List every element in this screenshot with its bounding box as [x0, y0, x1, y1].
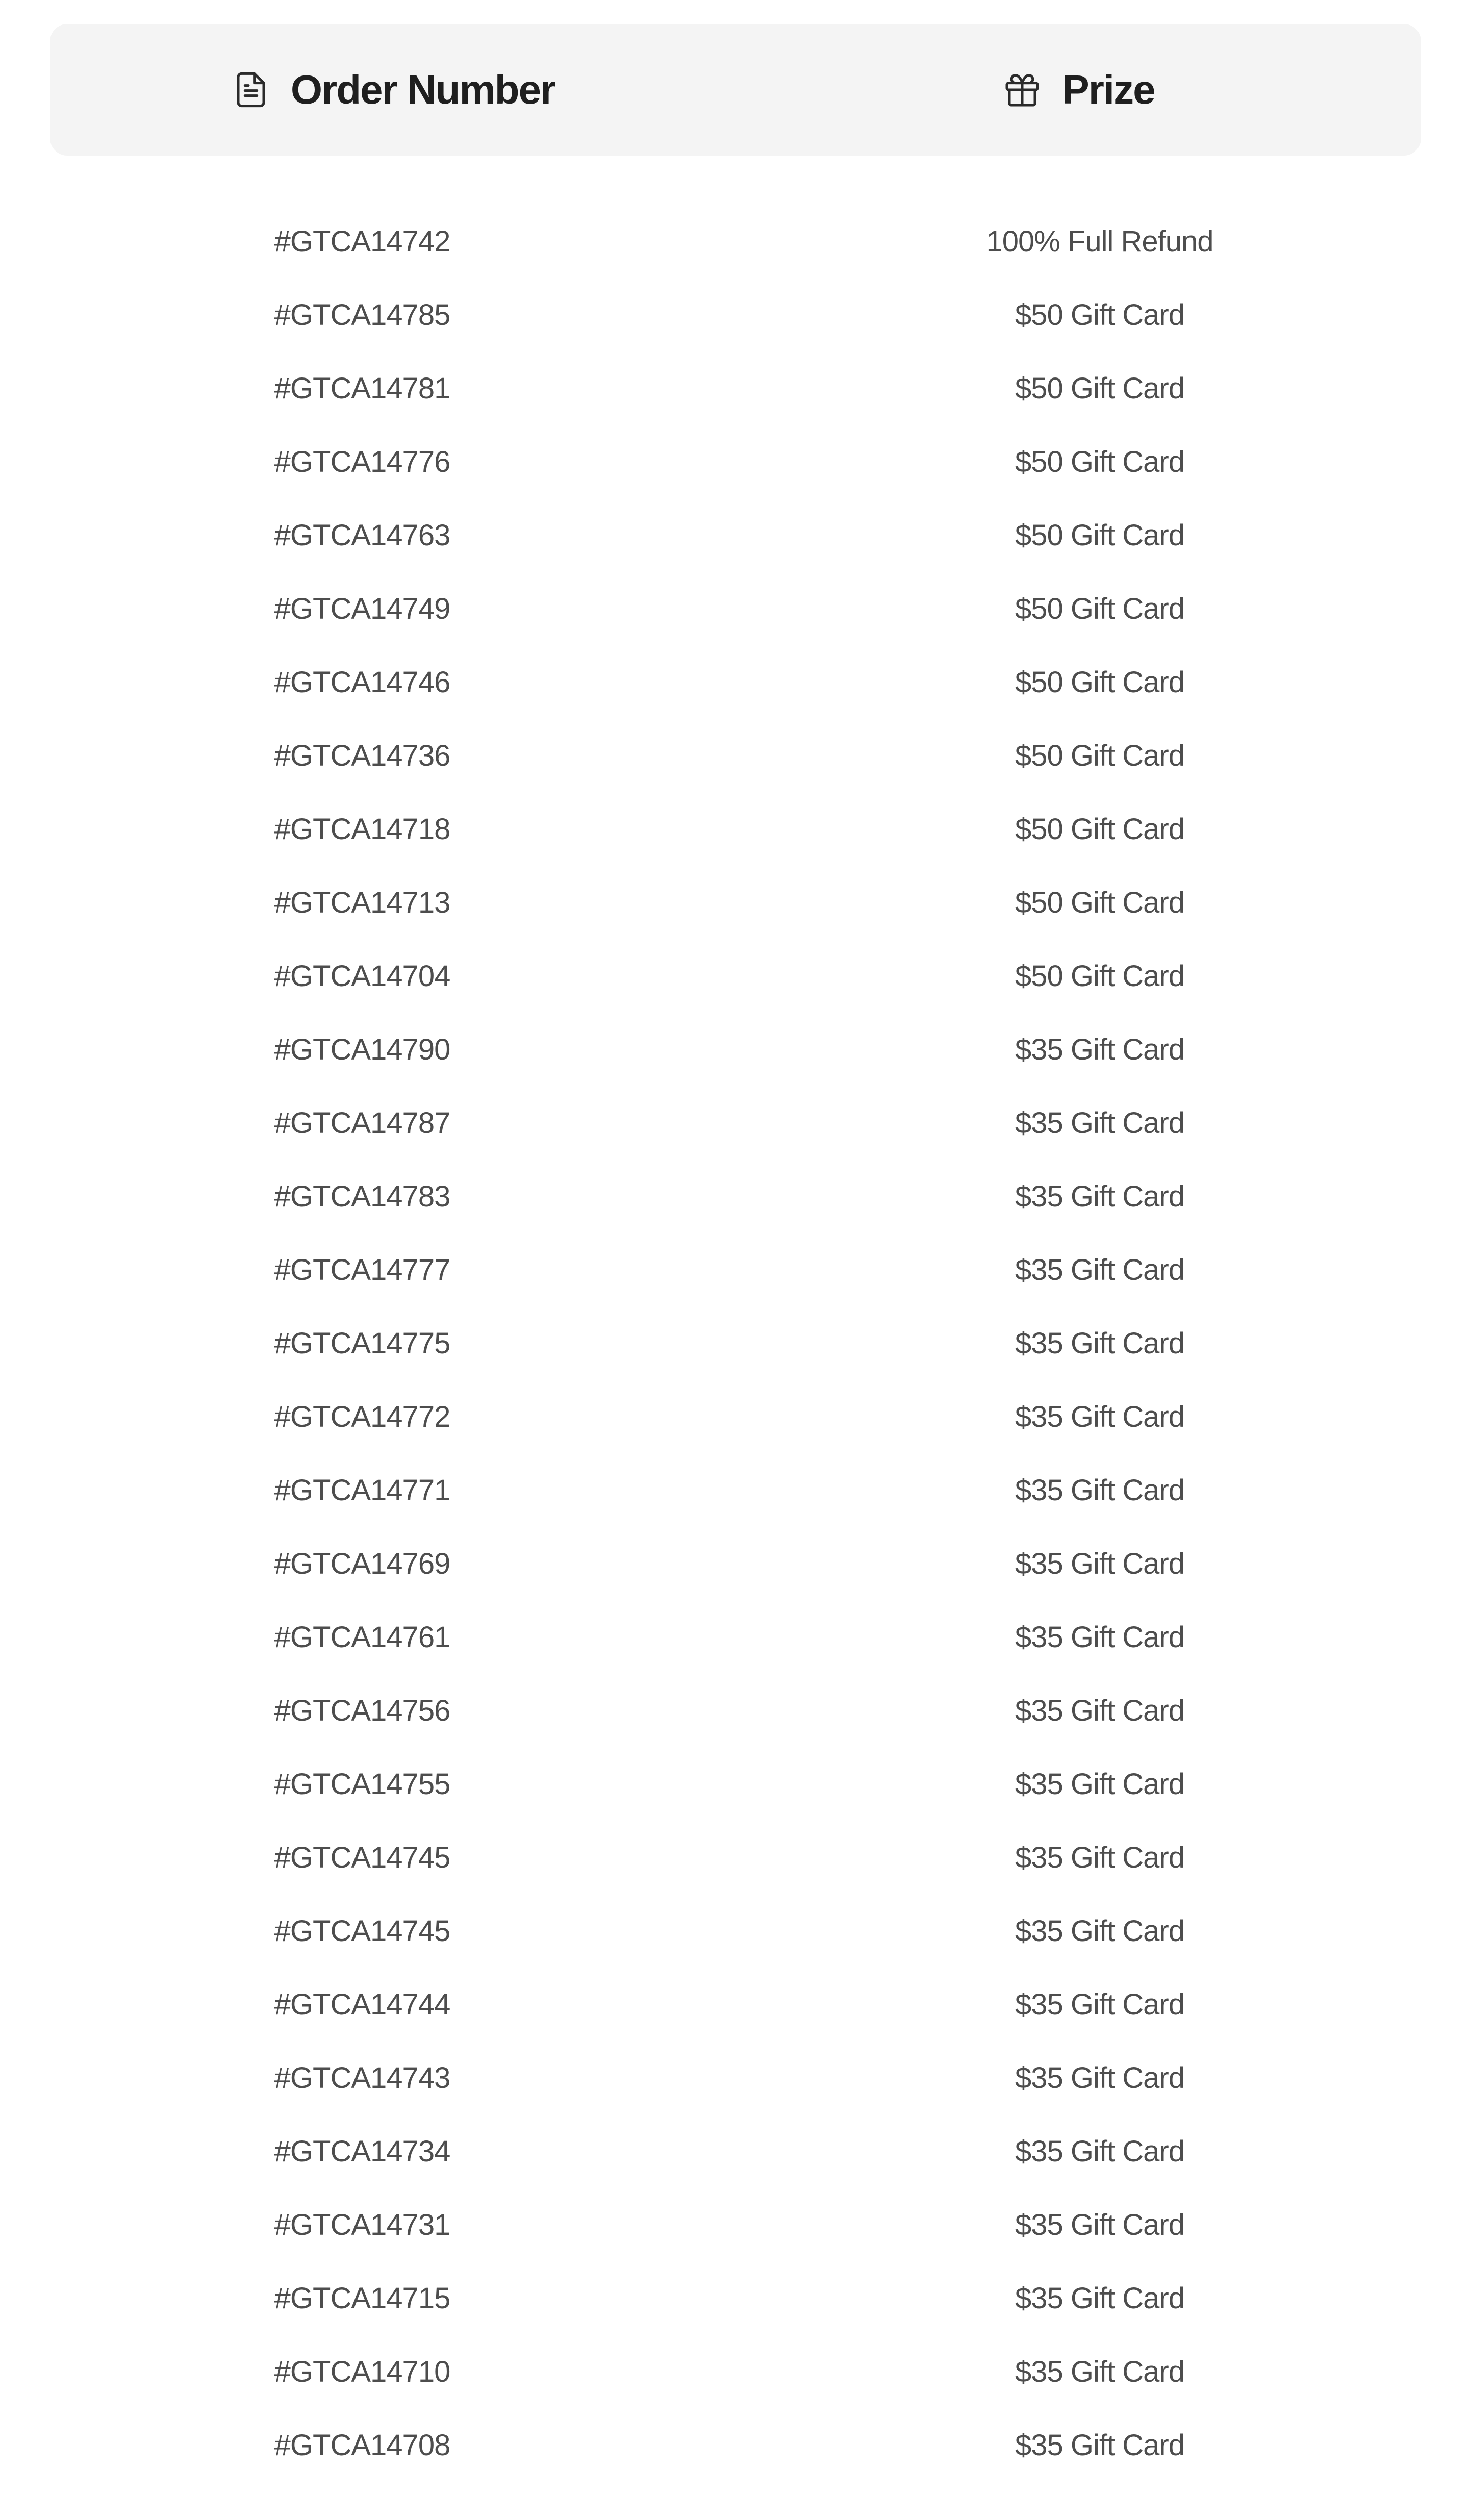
- table-row: [50, 1674, 1421, 1747]
- prize-cell: $50 Gift Card: [1015, 298, 1184, 332]
- table-header: [50, 24, 1421, 156]
- order-number-cell: #GTCA14785: [274, 298, 450, 332]
- prize-cell: $50 Gift Card: [1015, 518, 1184, 552]
- table-row: [50, 1233, 1421, 1306]
- order-number-cell: #GTCA14734: [274, 2134, 450, 2168]
- table-row: [50, 1527, 1421, 1600]
- prize-cell: $35 Gift Card: [1015, 1987, 1184, 2021]
- table-row: [50, 1306, 1421, 1380]
- order-number-cell: #GTCA14755: [274, 1767, 450, 1801]
- prize-cell: $50 Gift Card: [1015, 371, 1184, 405]
- table-row: [50, 645, 1421, 719]
- order-number-cell: #GTCA14708: [274, 2428, 450, 2462]
- order-number-cell: #GTCA14776: [274, 445, 450, 478]
- table-row: [50, 939, 1421, 1013]
- order-number-cell: #GTCA14769: [274, 1547, 450, 1580]
- order-number-cell: #GTCA14745: [274, 1841, 450, 1874]
- prize-cell: $35 Gift Card: [1015, 2428, 1184, 2462]
- prize-cell: $35 Gift Card: [1015, 1620, 1184, 1654]
- prize-cell: $50 Gift Card: [1015, 445, 1184, 478]
- prize-cell: $50 Gift Card: [1015, 739, 1184, 772]
- prize-cell: $35 Gift Card: [1015, 1694, 1184, 1727]
- order-number-cell: #GTCA14718: [274, 812, 450, 846]
- winners-table: [50, 24, 1421, 2482]
- prize-cell: $35 Gift Card: [1015, 1106, 1184, 1140]
- table-row: [50, 425, 1421, 498]
- prize-cell: $35 Gift Card: [1015, 2281, 1184, 2315]
- table-row: [50, 1968, 1421, 2041]
- table-row: [50, 2114, 1421, 2188]
- prize-header-label: Prize: [1062, 67, 1155, 112]
- table-row: [50, 2188, 1421, 2261]
- prize-cell: $35 Gift Card: [1015, 1914, 1184, 1948]
- prize-cell: $35 Gift Card: [1015, 1400, 1184, 1433]
- table-row: [50, 2335, 1421, 2408]
- table-row: [50, 205, 1421, 278]
- table-row: [50, 572, 1421, 645]
- order-number-cell: #GTCA14742: [274, 224, 450, 258]
- order-number-cell: #GTCA14715: [274, 2281, 450, 2315]
- table-row: [50, 719, 1421, 792]
- table-row: [50, 1821, 1421, 1894]
- order-number-cell: #GTCA14781: [274, 371, 450, 405]
- prize-cell: $35 Gift Card: [1015, 1326, 1184, 1360]
- order-number-cell: #GTCA14790: [274, 1032, 450, 1066]
- prize-cell: 100% Full Refund: [986, 224, 1213, 258]
- order-number-cell: #GTCA14736: [274, 739, 450, 772]
- order-number-cell: #GTCA14710: [274, 2355, 450, 2388]
- order-number-cell: #GTCA14772: [274, 1400, 450, 1433]
- table-row: [50, 866, 1421, 939]
- table-row: [50, 498, 1421, 572]
- table-row: [50, 1894, 1421, 1968]
- prize-cell: $50 Gift Card: [1015, 959, 1184, 993]
- prize-cell: $35 Gift Card: [1015, 1179, 1184, 1213]
- prize-cell: $35 Gift Card: [1015, 2061, 1184, 2095]
- table-row: [50, 1747, 1421, 1821]
- order-number-cell: #GTCA14777: [274, 1253, 450, 1287]
- order-number-cell: #GTCA14763: [274, 518, 450, 552]
- order-number-column-header: [50, 66, 736, 113]
- prize-cell: $35 Gift Card: [1015, 2355, 1184, 2388]
- order-number-cell: #GTCA14704: [274, 959, 450, 993]
- prize-cell: $50 Gift Card: [1015, 886, 1184, 919]
- order-number-cell: #GTCA14775: [274, 1326, 450, 1360]
- prize-cell: $35 Gift Card: [1015, 1253, 1184, 1287]
- prize-cell: $35 Gift Card: [1015, 1767, 1184, 1801]
- order-number-cell: #GTCA14761: [274, 1620, 450, 1654]
- table-row: [50, 1600, 1421, 1674]
- table-row: [50, 1160, 1421, 1233]
- document-icon: [231, 69, 271, 110]
- prize-cell: $35 Gift Card: [1015, 1473, 1184, 1507]
- table-row: [50, 1380, 1421, 1453]
- order-number-cell: #GTCA14787: [274, 1106, 450, 1140]
- prize-column-header: [736, 66, 1421, 113]
- order-number-cell: #GTCA14745: [274, 1914, 450, 1948]
- order-number-cell: #GTCA14731: [274, 2208, 450, 2241]
- table-row: [50, 1453, 1421, 1527]
- order-number-cell: #GTCA14749: [274, 592, 450, 625]
- prize-cell: $35 Gift Card: [1015, 1841, 1184, 1874]
- order-number-cell: #GTCA14746: [274, 665, 450, 699]
- table-row: [50, 2261, 1421, 2335]
- order-number-cell: #GTCA14743: [274, 2061, 450, 2095]
- prize-cell: $35 Gift Card: [1015, 1547, 1184, 1580]
- table-body: [50, 156, 1421, 2482]
- prize-cell: $35 Gift Card: [1015, 2134, 1184, 2168]
- prize-cell: $50 Gift Card: [1015, 592, 1184, 625]
- order-number-cell: #GTCA14783: [274, 1179, 450, 1213]
- table-row: [50, 351, 1421, 425]
- table-row: [50, 2408, 1421, 2482]
- table-row: [50, 2041, 1421, 2114]
- gift-icon: [1002, 69, 1043, 110]
- prize-cell: $50 Gift Card: [1015, 665, 1184, 699]
- table-row: [50, 792, 1421, 866]
- order-number-cell: #GTCA14756: [274, 1694, 450, 1727]
- order-number-cell: #GTCA14744: [274, 1987, 450, 2021]
- prize-cell: $50 Gift Card: [1015, 812, 1184, 846]
- order-number-cell: #GTCA14771: [274, 1473, 450, 1507]
- order-number-header-label: Order Number: [290, 67, 555, 112]
- table-row: [50, 1086, 1421, 1160]
- table-row: [50, 1013, 1421, 1086]
- order-number-cell: #GTCA14713: [274, 886, 450, 919]
- prize-cell: $35 Gift Card: [1015, 1032, 1184, 1066]
- prize-cell: $35 Gift Card: [1015, 2208, 1184, 2241]
- table-row: [50, 278, 1421, 351]
